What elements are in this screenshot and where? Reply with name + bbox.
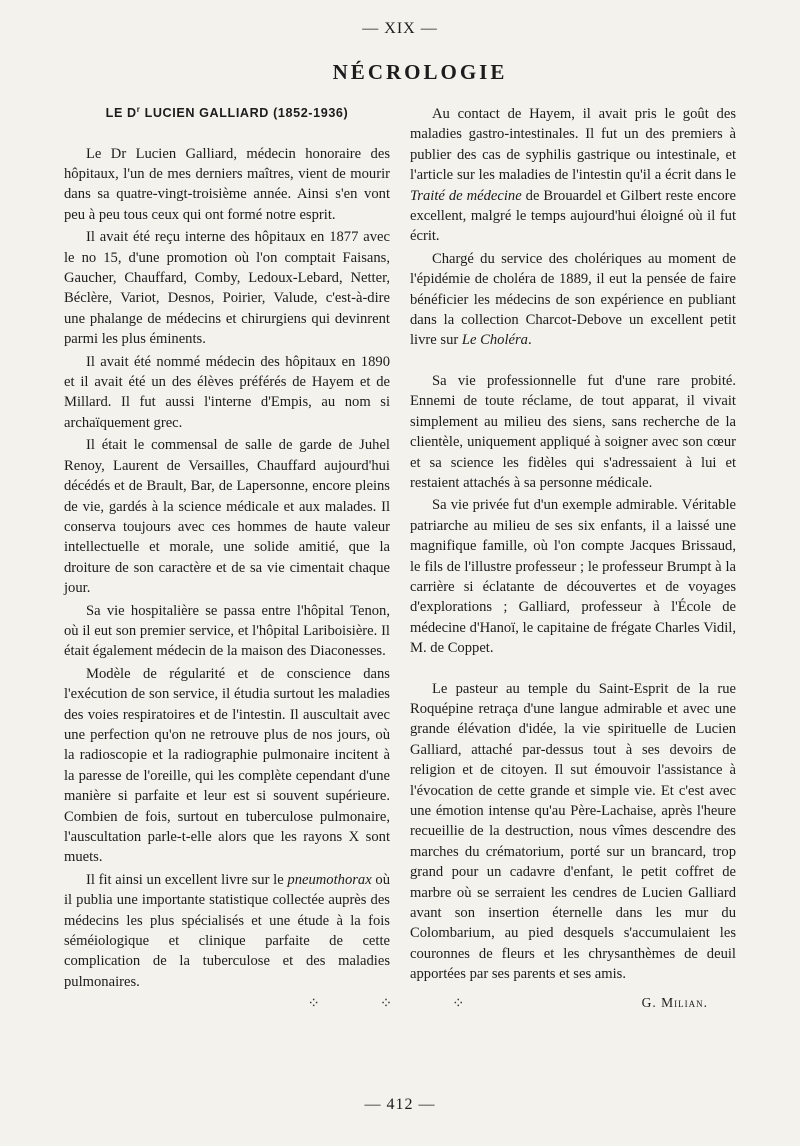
paragraph: Chargé du service des cholériques au moment de l'épidémie de choléra de 1889, il eut la pensée de faire bénéficier les médecins de son expérience en publiant dans la collection Charcot-Debove un excellent petit livre sur Le Choléra. bbox=[410, 250, 736, 349]
section-title: NÉCROLOGIE bbox=[332, 60, 508, 84]
heading-rest: LUCIEN GALLIARD (1852-1936) bbox=[140, 106, 349, 121]
paragraph: Il avait été nommé médecin des hôpitaux en 1890 et il avait été un des élèves préférés de Hayem et de Millard. Il fut aussi l'interne d'Empis, au nom si archaïquement grec. bbox=[64, 353, 390, 431]
paragraph: Il fit ainsi un excellent livre sur le pneumothorax où il publia une importante statistique collectée auprès des médecins les plus spécialisés et une étude à la fois séméiologique et clinique parfaite de cette complication de la tuberculose et des maladies pulmonaires. bbox=[64, 871, 390, 990]
paragraph: Le Dr Lucien Galliard, médecin honoraire des hôpitaux, l'un de mes derniers maîtres, vient de mourir dans sa quatre-vingt-troisième année. Ainsi s'en vont peu à peu tous ceux qui ont formé notre esprit. bbox=[64, 145, 390, 223]
italic-title: Traité de médecine bbox=[410, 187, 522, 204]
ornament-dingbats: ⁘ ⁘ ⁘ bbox=[307, 996, 493, 1012]
paragraph: Au contact de Hayem, il avait pris le goût des maladies gastro-intestinales. Il fut un des premiers à publier des cas de syphilis gastrique ou intestinale, et l'article sur les maladies de l'intestin qu'il a écrit dans le Traité de médecine de Brouardel et Gilbert reste encore excellent, malgré le temps aujourd'hui éloigné où il fut écrit. bbox=[410, 106, 736, 245]
paragraph: Sa vie hospitalière se passa entre l'hôpital Tenon, où il eut son premier service, et l'hôpital Lariboisière. Il était également médecin de la maison des Diaconesses. bbox=[64, 602, 390, 660]
left-column bbox=[64, 100, 390, 994]
paragraph: Le pasteur au temple du Saint-Esprit de la rue Roquépine retraça d'une langue admirable et avec une grande élévation d'idée, la vie spirituelle de Lucien Galliard, attaché par-dessus tout à ses devoirs de religion et de citoyen. Il sut émouvoir l'assistance à l'évocation de cette grande et simple vie. Et c'est avec une émotion intense qu'au Père-Lachaise, après l'heure recueillie de la destruction, nous vîmes descendre des marches du crématorium, porté sur un brancard, trop grand pour un cadavre d'enfant, le petit coffret de marbre où se serraient les cendres de Lucien Galliard avant son insertion éternelle dans les mur du Colombarium, au pied desquels s'accumulaient les couronnes de fleurs et les chrysanthèmes de deuil apportées par ses parents et ses amis. bbox=[410, 680, 736, 983]
article-heading bbox=[64, 100, 390, 124]
heading-prefix: LE D bbox=[105, 106, 137, 121]
paragraph: Il était le commensal de salle de garde de Juhel Renoy, Laurent de Versailles, Chauffard aujourd'hui décédés et de Brault, Bar, de Lapersonne, encore pleins de vie, gardés à la science médicale et aux malades. Il conserva toujours avec ces hommes de haute valeur intellectuelle et morale, une solide amitié, que la droiture de son caractère et de sa vie cimentait chaque jour. bbox=[64, 437, 390, 597]
italic-title: Le Choléra bbox=[461, 332, 528, 349]
page-number: — 412 — bbox=[364, 1096, 436, 1113]
page-number-roman: — XIX — bbox=[362, 20, 438, 37]
paragraph: Sa vie privée fut d'un exemple admirable. Véritable patriarche au milieu de ses six enfants, il a laissé une magnifique famille, où l'on compte Jacques Brissaud, le fils de l'illustre professeur ; le professeur Brumpt à la carrière si éclatante de découvertes et de voyages d'explorations ; Galliard, professeur à l'École de médecine d'Hanoï, le capitaine de frégate Charles Vidil, M. de Coppet. bbox=[410, 497, 736, 657]
paragraph: Sa vie professionnelle fut d'une rare probité. Ennemi de toute réclame, de tout apparat, il vivait simplement au milieu des siens, sans recherche de la clientèle, uniquement appliqué à soigner avec son cœur et sa science les fidèles qui s'adressaient à lui et restaient attachés à sa personne médicale. bbox=[410, 372, 736, 491]
signature: G. Milian. bbox=[641, 994, 708, 1010]
right-column bbox=[410, 104, 736, 1013]
italic-title: pneumothorax bbox=[287, 871, 372, 888]
paragraph: Il avait été reçu interne des hôpitaux en 1877 avec le no 15, d'une promotion où l'on comptait Faisans, Gaucher, Chauffard, Comby, Ledoux-Lebard, Netter, Béclère, Variot, Desnos, Poirier, Valude, c'est-à-dire une phalange de médecins et chirurgiens qui devinrent parmi les plus éminents. bbox=[64, 229, 390, 348]
heading-sup: r bbox=[136, 105, 141, 114]
paragraph: Modèle de régularité et de conscience dans l'exécution de son service, il étudia surtout les maladies des voies respiratoires et de l'intestin. Il auscultait avec une perfection qu'on ne retrouve plus de nos jours, où la radioscopie et la radiographie pulmonaire incitent à la paresse de l'oreille, qui les complète cependant d'une manière si parfaite et leur est si souvent supérieure. Combien de fois, surtout en tuberculose pulmonaire, l'auscultation parle-t-elle alors que les rayons X sont muets. bbox=[64, 665, 390, 866]
